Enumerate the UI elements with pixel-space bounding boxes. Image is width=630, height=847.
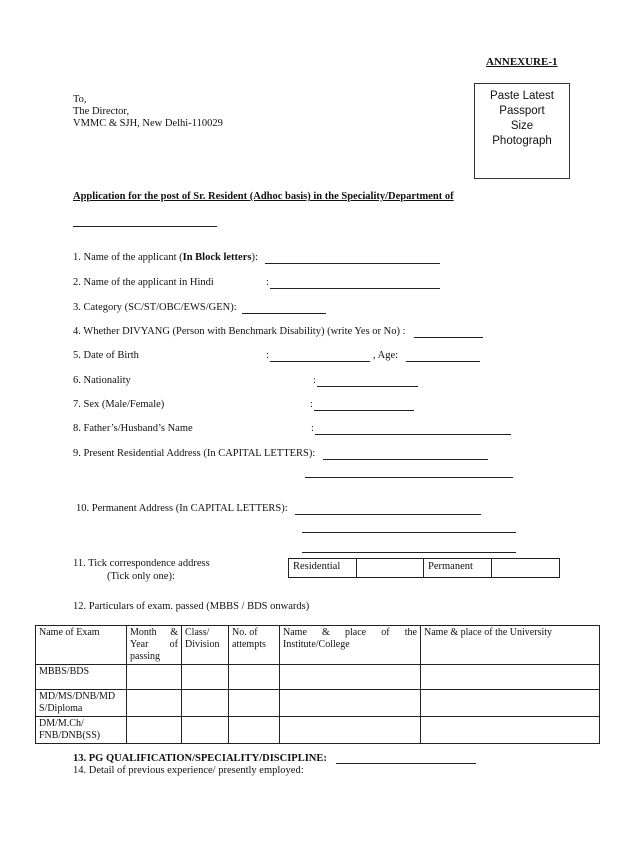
category-field[interactable] <box>242 302 326 314</box>
table-cell[interactable] <box>280 665 421 690</box>
table-row <box>36 717 600 744</box>
field-14-label: 14. Detail of previous experience/ presently employed: <box>73 765 304 776</box>
table-cell[interactable] <box>127 717 182 744</box>
annexure-label: ANNEXURE-1 <box>486 56 558 68</box>
exam-name-cell: DM/M.Ch/ FNB/DNB(SS) <box>36 717 127 744</box>
exam-name-cell: MBBS/BDS <box>36 665 127 690</box>
pg-qualification-field[interactable] <box>336 752 476 764</box>
age-field[interactable] <box>406 350 480 362</box>
photo-box-line: Photograph <box>492 135 552 147</box>
table-row <box>36 665 600 690</box>
field-1-label: 1. Name of the applicant (In Block letters): <box>73 252 258 263</box>
field-11-label: 11. Tick correspondence address <box>73 558 210 569</box>
photo-box-line: Paste Latest <box>490 90 554 102</box>
header-name-of-exam: Name of Exam <box>36 626 127 665</box>
field-7-label: 7. Sex (Male/Female) <box>73 399 165 410</box>
header-university: Name & place of the University <box>421 626 600 665</box>
exam-name-cell: MD/MS/DNB/MDS/Diploma <box>36 690 127 717</box>
address-to: To, <box>73 94 87 105</box>
field-2-label: 2. Name of the applicant in Hindi <box>73 277 214 288</box>
table-cell[interactable] <box>421 690 600 717</box>
table-cell[interactable] <box>229 665 280 690</box>
table-cell[interactable] <box>229 690 280 717</box>
dob-field[interactable] <box>270 350 370 362</box>
address-director: The Director, <box>73 106 130 117</box>
permanent-tick-box[interactable] <box>492 559 560 577</box>
header-class-division: Class/ Division <box>182 626 229 665</box>
nationality-field[interactable] <box>317 375 418 387</box>
table-cell[interactable] <box>127 690 182 717</box>
name-hindi-field[interactable] <box>270 277 440 289</box>
father-husband-name-field[interactable] <box>315 423 511 435</box>
name-block-letters-field[interactable] <box>265 252 440 264</box>
colon: : <box>266 350 269 361</box>
field-10-label: 10. Permanent Address (In CAPITAL LETTERS): <box>76 503 288 514</box>
table-cell[interactable] <box>229 717 280 744</box>
table-cell[interactable] <box>182 690 229 717</box>
table-cell[interactable] <box>182 665 229 690</box>
field-8-label: 8. Father’s/Husband’s Name <box>73 423 193 434</box>
department-field[interactable] <box>73 215 217 227</box>
field-13-label: 13. PG QUALIFICATION/SPECIALITY/DISCIPLINE: <box>73 753 327 764</box>
table-cell[interactable] <box>280 690 421 717</box>
address-institute: VMMC & SJH, New Delhi-110029 <box>73 118 223 129</box>
divyang-field[interactable] <box>414 326 483 338</box>
table-header-row <box>36 626 600 665</box>
field-6-label: 6. Nationality <box>73 375 131 386</box>
present-address-field-1[interactable] <box>323 448 488 460</box>
field-5-label: 5. Date of Birth <box>73 350 139 361</box>
header-attempts: No. of attempts <box>229 626 280 665</box>
table-cell[interactable] <box>280 717 421 744</box>
table-cell[interactable] <box>127 665 182 690</box>
table-cell[interactable] <box>421 717 600 744</box>
exam-table <box>35 625 600 744</box>
permanent-address-field-3[interactable] <box>302 541 516 553</box>
field-9-label: 9. Present Residential Address (In CAPITAL LETTERS): <box>73 448 316 459</box>
correspondence-options <box>288 558 560 578</box>
permanent-address-field-2[interactable] <box>302 521 516 533</box>
photo-box-line: Passport <box>499 105 545 117</box>
photo-box-line: Size <box>510 120 534 132</box>
photo-box[interactable] <box>474 83 570 179</box>
residential-label: Residential <box>289 559 357 577</box>
field-4-label: 4. Whether DIVYANG (Person with Benchmark Disability) (write Yes or No) : <box>73 326 406 337</box>
permanent-address-field-1[interactable] <box>295 503 481 515</box>
residential-tick-box[interactable] <box>357 559 425 577</box>
header-institute: Name & place of the Institute/College <box>280 626 421 665</box>
table-cell[interactable] <box>182 717 229 744</box>
colon: : <box>313 375 316 386</box>
colon: : <box>266 277 269 288</box>
colon: : <box>311 423 314 434</box>
field-12-label: 12. Particulars of exam. passed (MBBS / BDS onwards) <box>73 601 310 612</box>
sex-field[interactable] <box>314 399 414 411</box>
table-row <box>36 690 600 717</box>
colon: : <box>310 399 313 410</box>
header-month-year: Month & Year of passing <box>127 626 182 665</box>
field-11-hint: (Tick only one): <box>107 571 175 582</box>
table-cell[interactable] <box>421 665 600 690</box>
application-title: Application for the post of Sr. Resident (Adhoc basis) in the Speciality/Department of <box>73 191 454 202</box>
present-address-field-2[interactable] <box>305 466 513 478</box>
age-label: , Age: <box>373 350 399 361</box>
permanent-label: Permanent <box>424 559 492 577</box>
field-3-label: 3. Category (SC/ST/OBC/EWS/GEN): <box>73 302 237 313</box>
